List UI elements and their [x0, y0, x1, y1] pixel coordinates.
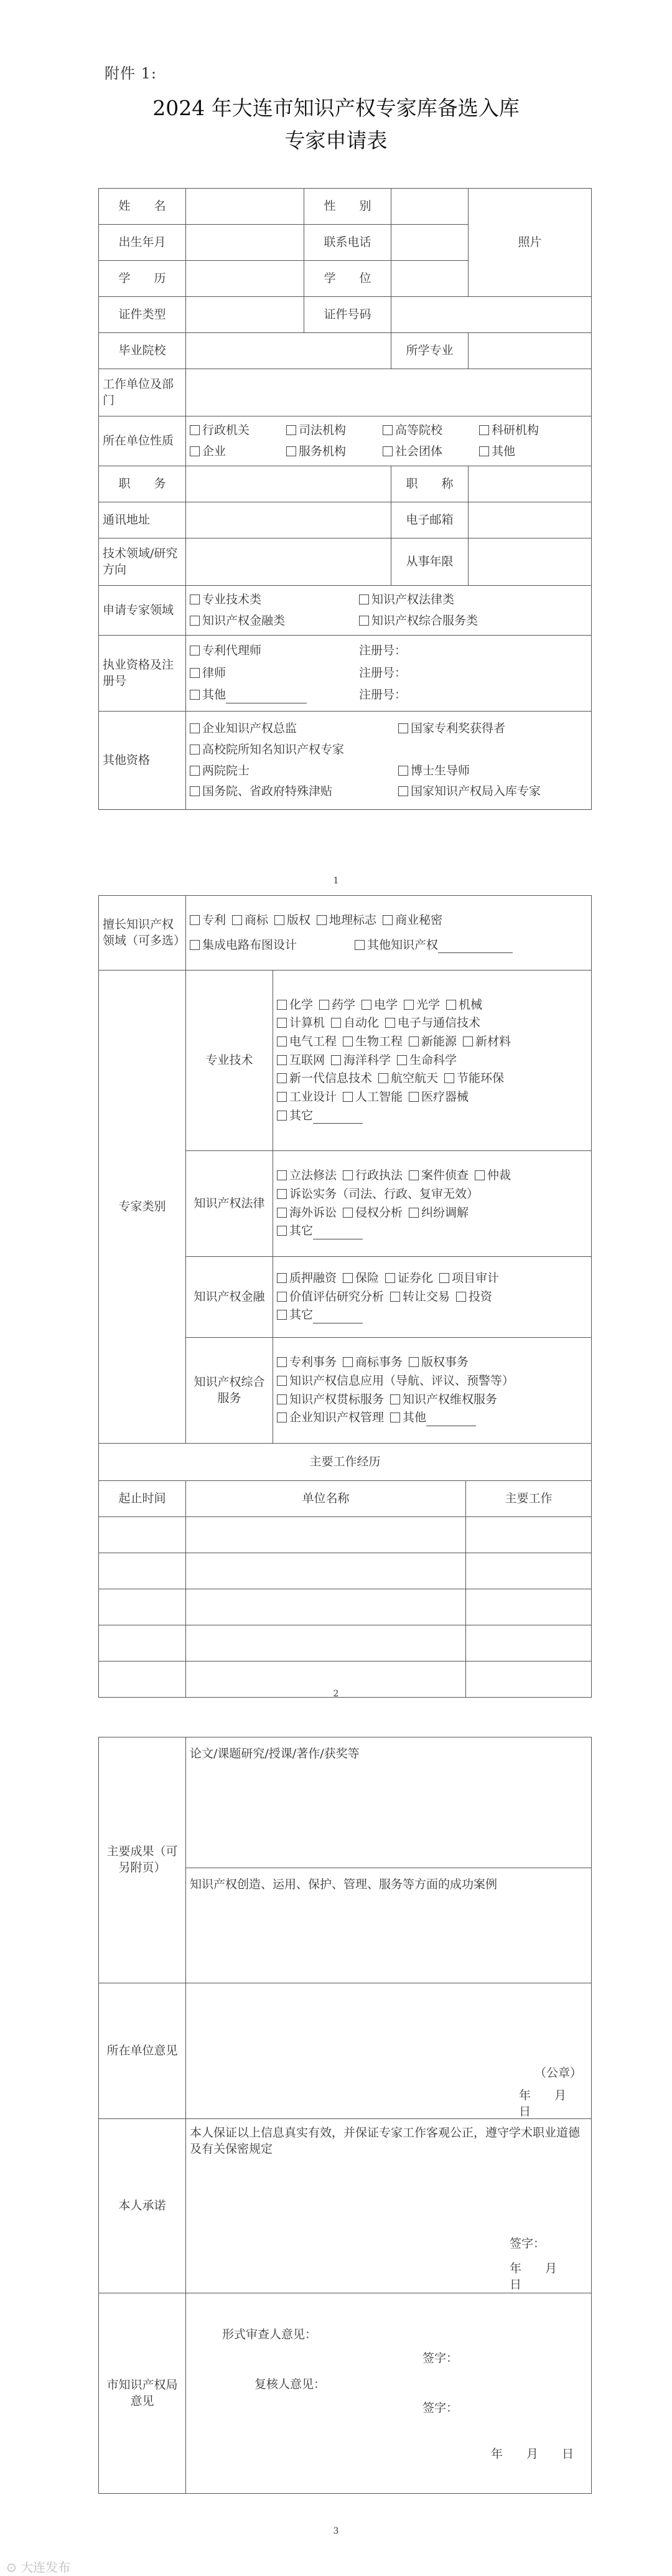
exp-work-header: 主要工作 [466, 1481, 592, 1517]
exp-unit-cell[interactable] [186, 1625, 466, 1662]
category-opt[interactable]: 其它 [277, 1307, 363, 1323]
category-opt[interactable]: 商标事务 [343, 1355, 403, 1371]
checkbox-icon[interactable] [343, 1037, 353, 1046]
checkbox-icon[interactable] [232, 915, 242, 925]
checkbox-icon[interactable] [277, 1018, 287, 1028]
unit-opinion-date: 年 月 日 [519, 2089, 590, 2118]
good-field-row-2 [190, 938, 587, 954]
major-field[interactable] [469, 333, 592, 369]
other-opt-special-allowance[interactable]: 国务院、省政府特殊津贴 [190, 784, 392, 800]
category-opt[interactable]: 电学 [362, 997, 398, 1013]
category-opt[interactable]: 海洋科学 [331, 1053, 391, 1069]
checkbox-icon[interactable] [385, 1273, 395, 1283]
category-opt[interactable]: 化学 [277, 997, 313, 1013]
category-option-row [277, 1271, 587, 1287]
page-number-3: 3 [333, 2526, 339, 2536]
category-option-row [277, 1223, 587, 1239]
checkbox-icon[interactable] [444, 1073, 454, 1083]
category-opt[interactable]: 保险 [343, 1271, 379, 1287]
category-option-row [277, 1289, 587, 1305]
review2-label: 复核人意见： [254, 2377, 326, 2391]
email-label: 电子邮箱 [391, 502, 469, 538]
page-number-1: 1 [333, 876, 339, 886]
title-label: 职 称 [391, 466, 469, 502]
school-field[interactable] [186, 333, 391, 369]
unit-nature-options [186, 416, 592, 466]
qual-opt-lawyer[interactable]: 律师 [190, 665, 353, 682]
unit-nature-label: 所在单位性质 [99, 416, 186, 466]
name-label: 姓 名 [99, 189, 186, 225]
category-option-row [277, 1034, 587, 1050]
page-title: 2024 年大连市知识产权专家库备选入库 [152, 96, 520, 120]
checkbox-icon[interactable] [190, 915, 200, 925]
checkbox-icon[interactable] [343, 1170, 353, 1180]
tech-field-input[interactable] [186, 538, 391, 586]
checkbox-icon[interactable] [446, 1000, 456, 1010]
category-opt[interactable]: 生命科学 [397, 1053, 457, 1069]
other-opt-university-expert[interactable]: 高校院所知名知识产权专家 [190, 742, 344, 758]
checkbox-icon[interactable] [277, 1189, 287, 1199]
checkbox-icon[interactable] [383, 425, 393, 435]
reg-no-label-1: 注册号： [359, 644, 407, 658]
seal-label: （公章） [534, 2066, 582, 2080]
unit-nature-opt[interactable]: 社会团体 [383, 444, 473, 460]
checkbox-icon[interactable] [319, 1000, 329, 1010]
phone-field[interactable] [391, 225, 469, 261]
bureau-date: 年 月 日 [491, 2447, 574, 2461]
category-opt[interactable]: 新能源 [409, 1034, 457, 1050]
qual-opt-agent[interactable]: 专利代理师 [190, 643, 353, 659]
category-opt[interactable]: 医疗器械 [409, 1089, 469, 1106]
checkbox-icon[interactable] [277, 1208, 287, 1218]
bureau-field[interactable] [186, 2293, 592, 2494]
category-option-row [277, 1307, 587, 1323]
category-option-row [277, 1015, 587, 1032]
law-cat-options [273, 1151, 592, 1257]
good-field-opt[interactable]: 专利 [190, 913, 226, 929]
checkbox-icon[interactable] [343, 1208, 353, 1218]
checkbox-icon[interactable] [277, 1055, 287, 1065]
phone-label: 联系电话 [304, 225, 391, 261]
promise-field[interactable] [186, 2119, 592, 2293]
review1-label: 形式审查人意见： [222, 2328, 317, 2341]
checkbox-icon[interactable] [277, 1376, 287, 1386]
good-field-opt[interactable]: 商业秘密 [383, 913, 442, 929]
tech-cat-label: 专业技术 [186, 971, 273, 1151]
checkbox-icon[interactable] [190, 425, 200, 435]
checkbox-icon[interactable] [390, 1292, 400, 1302]
other-opt-academician[interactable]: 两院院士 [190, 763, 392, 779]
good-field-label: 擅长知识产权领域（可多选） [99, 896, 186, 971]
exp-unit-header: 单位名称 [186, 1481, 466, 1517]
years-label: 从事年限 [391, 538, 469, 586]
category-opt[interactable]: 其他 [390, 1410, 476, 1426]
tech-field-label: 技术领域/研究方向 [99, 538, 186, 586]
category-opt[interactable]: 光学 [404, 997, 440, 1013]
category-opt[interactable]: 立法修法 [277, 1168, 337, 1184]
birth-label: 出生年月 [99, 225, 186, 261]
exp-unit-cell[interactable] [186, 1517, 466, 1553]
category-opt[interactable]: 知识产权贯标服务 [277, 1392, 384, 1408]
category-option-row [277, 1373, 587, 1389]
expertise-table [98, 895, 592, 1698]
exp-unit-cell[interactable] [186, 1553, 466, 1589]
id-type-label: 证件类型 [99, 297, 186, 333]
qual-label: 执业资格及注册号 [99, 636, 186, 712]
checkbox-icon[interactable] [456, 1292, 466, 1302]
unit-opinion-field[interactable] [186, 1983, 592, 2119]
checkbox-icon[interactable] [331, 1055, 341, 1065]
category-opt[interactable]: 新一代信息技术 [277, 1071, 372, 1087]
degree-field[interactable] [391, 261, 469, 297]
checkbox-icon[interactable] [286, 425, 296, 435]
review1-sign: 签字： [422, 2351, 459, 2365]
checkbox-icon[interactable] [343, 1092, 353, 1102]
category-opt[interactable]: 侵权分析 [343, 1205, 403, 1221]
work-unit-field[interactable] [186, 369, 592, 416]
category-opt[interactable]: 电气工程 [277, 1034, 337, 1050]
checkbox-icon[interactable] [479, 425, 489, 435]
category-opt[interactable]: 诉讼实务（司法、行政、复审无效） [277, 1187, 478, 1203]
checkbox-icon[interactable] [277, 1226, 287, 1236]
category-option-row [277, 1355, 587, 1371]
unit-nature-row-2 [190, 444, 587, 460]
gender-label: 性 别 [304, 189, 391, 225]
category-opt[interactable]: 计算机 [277, 1015, 325, 1032]
checkbox-icon[interactable] [385, 1018, 395, 1028]
name-field[interactable] [186, 189, 304, 225]
checkbox-icon[interactable] [383, 446, 393, 456]
good-field-opt[interactable]: 集成电路布图设计 [190, 938, 348, 954]
checkbox-icon[interactable] [343, 1273, 353, 1283]
category-opt[interactable]: 生物工程 [343, 1034, 403, 1050]
apply-opt-finance[interactable]: 知识产权金融类 [190, 613, 353, 629]
exp-time-header: 起止时间 [99, 1481, 186, 1517]
unit-nature-opt[interactable]: 高等院校 [383, 423, 473, 439]
law-cat-label: 知识产权法律 [186, 1151, 273, 1257]
exp-work-cell[interactable] [466, 1553, 592, 1589]
unit-nature-opt[interactable]: 行政机关 [190, 423, 280, 439]
exp-time-cell[interactable] [99, 1589, 186, 1625]
category-opt[interactable]: 纠纷调解 [409, 1205, 469, 1221]
unit-nature-row-1 [190, 423, 587, 439]
checkbox-icon[interactable] [190, 446, 200, 456]
exp-work-cell[interactable] [466, 1589, 592, 1625]
expert-cat-label: 专家类别 [99, 971, 186, 1444]
other-qual-label: 其他资格 [99, 712, 186, 810]
category-opt[interactable]: 人工智能 [343, 1089, 403, 1106]
other-opt-patent-award[interactable]: 国家专利奖获得者 [398, 721, 505, 737]
category-opt[interactable]: 质押融资 [277, 1271, 337, 1287]
category-opt[interactable]: 知识产权维权服务 [390, 1392, 497, 1408]
checkbox-icon[interactable] [362, 1000, 371, 1010]
apply-opt-tech[interactable]: 专业技术类 [190, 592, 353, 608]
unit-nature-opt[interactable]: 司法机构 [286, 423, 376, 439]
unit-nature-opt[interactable]: 服务机构 [286, 444, 376, 460]
category-opt[interactable]: 专利事务 [277, 1355, 337, 1371]
good-field-opt[interactable]: 其他知识产权 [355, 938, 513, 954]
apply-field-options [186, 586, 592, 636]
checkbox-icon[interactable] [277, 1413, 287, 1422]
apply-field-label: 申请专家领域 [99, 586, 186, 636]
unit-nature-opt[interactable]: 企业 [190, 444, 280, 460]
id-no-label: 证件号码 [304, 297, 391, 333]
category-opt[interactable]: 价值评估研究分析 [277, 1289, 384, 1305]
address-field[interactable] [186, 502, 391, 538]
checkbox-icon[interactable] [383, 915, 393, 925]
post-label: 职 务 [99, 466, 186, 502]
watermark-logo: ⊙ 大连发布 [6, 2560, 71, 2575]
checkbox-icon[interactable] [277, 1037, 287, 1046]
checkbox-icon[interactable] [286, 446, 296, 456]
category-option-row [277, 1168, 587, 1184]
exp-work-cell[interactable] [466, 1625, 592, 1662]
checkbox-icon[interactable] [409, 1037, 419, 1046]
good-field-opt[interactable]: 商标 [232, 913, 268, 929]
category-opt[interactable]: 自动化 [331, 1015, 379, 1032]
category-opt[interactable]: 机械 [446, 997, 482, 1013]
category-opt[interactable]: 其它 [277, 1108, 363, 1124]
apply-opt-law[interactable]: 知识产权法律类 [359, 592, 454, 608]
qual-options [186, 636, 592, 712]
work-unit-label: 工作单位及部门 [99, 369, 186, 416]
category-option-row [277, 1205, 587, 1221]
birth-field[interactable] [186, 225, 304, 261]
other-opt-cnipa-expert[interactable]: 国家知识产权局入库专家 [398, 784, 541, 800]
years-field[interactable] [469, 538, 592, 586]
checkbox-icon[interactable] [277, 1170, 287, 1180]
category-opt[interactable]: 项目审计 [439, 1271, 499, 1287]
good-field-row-1 [190, 913, 587, 929]
checkbox-icon[interactable] [331, 1018, 341, 1028]
category-opt[interactable]: 转让交易 [390, 1289, 450, 1305]
checkbox-icon[interactable] [409, 1357, 419, 1367]
major-label: 所学专业 [391, 333, 469, 369]
checkbox-icon[interactable] [277, 1000, 287, 1010]
svc-cat-options [273, 1338, 592, 1444]
checkbox-icon[interactable] [397, 1055, 407, 1065]
id-no-field[interactable] [391, 297, 592, 333]
promise-text: 本人保证以上信息真实有效，并保证专家工作客观公正，遵守学术职业道德及有关保密规定 [190, 2126, 581, 2156]
exp-time-cell[interactable] [99, 1625, 186, 1662]
category-opt[interactable]: 新材料 [463, 1034, 511, 1050]
checkbox-icon[interactable] [378, 1073, 388, 1083]
checkbox-icon[interactable] [190, 940, 200, 950]
checkbox-icon[interactable] [277, 1073, 287, 1083]
checkbox-icon[interactable] [343, 1357, 353, 1367]
good-field-opt[interactable]: 地理标志 [317, 913, 376, 929]
checkbox-icon[interactable] [479, 446, 489, 456]
photo-box[interactable]: 照片 [469, 189, 592, 297]
achieve-hint-1: 论文/课题研究/授课/著作/获奖等 [190, 1747, 360, 1760]
education-label: 学 历 [99, 261, 186, 297]
category-option-row [277, 1071, 587, 1087]
checkbox-icon[interactable] [439, 1273, 449, 1283]
category-opt[interactable]: 节能环保 [444, 1071, 504, 1087]
category-opt[interactable]: 药学 [319, 997, 355, 1013]
gender-field[interactable] [391, 189, 469, 225]
work-experience-title: 主要工作经历 [99, 1444, 592, 1481]
checkbox-icon[interactable] [409, 1170, 419, 1180]
post-field[interactable] [186, 466, 391, 502]
category-opt[interactable]: 版权事务 [409, 1355, 469, 1371]
unit-nature-opt[interactable]: 其他 [479, 444, 569, 460]
checkbox-icon[interactable] [409, 1208, 419, 1218]
address-label: 通讯地址 [99, 502, 186, 538]
other-opt-ip-director[interactable]: 企业知识产权总监 [190, 721, 392, 737]
category-option-row [277, 1187, 587, 1203]
id-type-field[interactable] [186, 297, 304, 333]
reg-no-label-2: 注册号： [359, 665, 407, 680]
category-option-row [277, 1108, 587, 1124]
page-number-2: 2 [333, 1689, 339, 1699]
checkbox-icon[interactable] [277, 1310, 287, 1320]
checkbox-icon[interactable] [390, 1413, 400, 1422]
school-label: 毕业院校 [99, 333, 186, 369]
other-opt-phd-supervisor[interactable]: 博士生导师 [398, 763, 470, 779]
unit-opinion-label: 所在单位意见 [99, 1983, 186, 2119]
checkbox-icon[interactable] [277, 1292, 287, 1302]
good-field-options [186, 896, 592, 971]
checkbox-icon[interactable] [317, 915, 327, 925]
category-opt[interactable]: 航空航天 [378, 1071, 438, 1087]
category-option-row [277, 1410, 587, 1426]
checkbox-icon[interactable] [475, 1170, 485, 1180]
category-option-row [277, 997, 587, 1013]
checkbox-icon[interactable] [409, 1092, 419, 1102]
other-qual-options [186, 712, 592, 810]
category-opt[interactable]: 互联网 [277, 1053, 325, 1069]
checkbox-icon[interactable] [390, 1394, 400, 1404]
achieve-cases-field[interactable] [186, 1868, 592, 1983]
exp-work-cell[interactable] [466, 1517, 592, 1553]
achieve-label: 主要成果（可另附页） [99, 1737, 186, 1983]
applicant-info-table [98, 188, 592, 810]
degree-label: 学 位 [304, 261, 391, 297]
checkbox-icon[interactable] [274, 915, 284, 925]
checkbox-icon[interactable] [277, 1092, 287, 1102]
checkbox-icon[interactable] [277, 1111, 287, 1121]
category-opt[interactable]: 企业知识产权管理 [277, 1410, 384, 1426]
education-field[interactable] [186, 261, 304, 297]
achieve-hint-2: 知识产权创造、运用、保护、管理、服务等方面的成功案例 [190, 1878, 498, 1891]
svc-cat-label: 知识产权综合服务 [186, 1338, 273, 1444]
category-opt[interactable]: 海外诉讼 [277, 1205, 337, 1221]
exp-unit-cell[interactable] [186, 1589, 466, 1625]
checkbox-icon[interactable] [277, 1357, 287, 1367]
unit-nature-opt[interactable]: 科研机构 [479, 423, 569, 439]
category-opt[interactable]: 知识产权信息应用（导航、评议、预警等） [277, 1373, 514, 1389]
attachment-label: 附件 1: [105, 65, 157, 82]
category-option-row [277, 1053, 587, 1069]
category-opt[interactable]: 其它 [277, 1223, 363, 1239]
exp-time-cell[interactable] [99, 1517, 186, 1553]
category-opt[interactable]: 仲裁 [475, 1168, 511, 1184]
promise-sign-label: 签字： [510, 2237, 546, 2250]
exp-time-cell[interactable] [99, 1553, 186, 1589]
category-opt[interactable]: 投资 [456, 1289, 492, 1305]
page-subtitle: 专家申请表 [284, 128, 388, 153]
achieve-papers-field[interactable] [186, 1737, 592, 1868]
checkbox-icon[interactable] [404, 1000, 414, 1010]
category-opt[interactable]: 行政执法 [343, 1168, 403, 1184]
good-field-opt[interactable]: 版权 [274, 913, 310, 929]
category-opt[interactable]: 工业设计 [277, 1089, 337, 1106]
email-field[interactable] [469, 502, 592, 538]
reg-no-label-3: 注册号： [359, 688, 407, 702]
category-option-row [277, 1089, 587, 1106]
promise-label: 本人承诺 [99, 2119, 186, 2293]
category-opt[interactable]: 电子与通信技术 [385, 1015, 480, 1032]
category-opt[interactable]: 证券化 [385, 1271, 433, 1287]
fin-cat-label: 知识产权金融 [186, 1257, 273, 1338]
checkbox-icon[interactable] [463, 1037, 473, 1046]
category-option-row [277, 1392, 587, 1408]
checkbox-icon[interactable] [277, 1394, 287, 1404]
checkbox-icon[interactable] [277, 1273, 287, 1283]
promise-date: 年 月 日 [510, 2262, 581, 2292]
review2-sign: 签字： [422, 2401, 459, 2415]
achievements-table [98, 1737, 592, 2494]
category-opt[interactable]: 案件侦查 [409, 1168, 469, 1184]
title-field[interactable] [469, 466, 592, 502]
apply-opt-service[interactable]: 知识产权综合服务类 [359, 613, 478, 629]
checkbox-icon[interactable] [355, 940, 365, 950]
qual-opt-other[interactable]: 其他 [190, 687, 353, 703]
fin-cat-options [273, 1257, 592, 1338]
tech-cat-options [273, 971, 592, 1151]
bureau-label: 市知识产权局意见 [99, 2293, 186, 2494]
